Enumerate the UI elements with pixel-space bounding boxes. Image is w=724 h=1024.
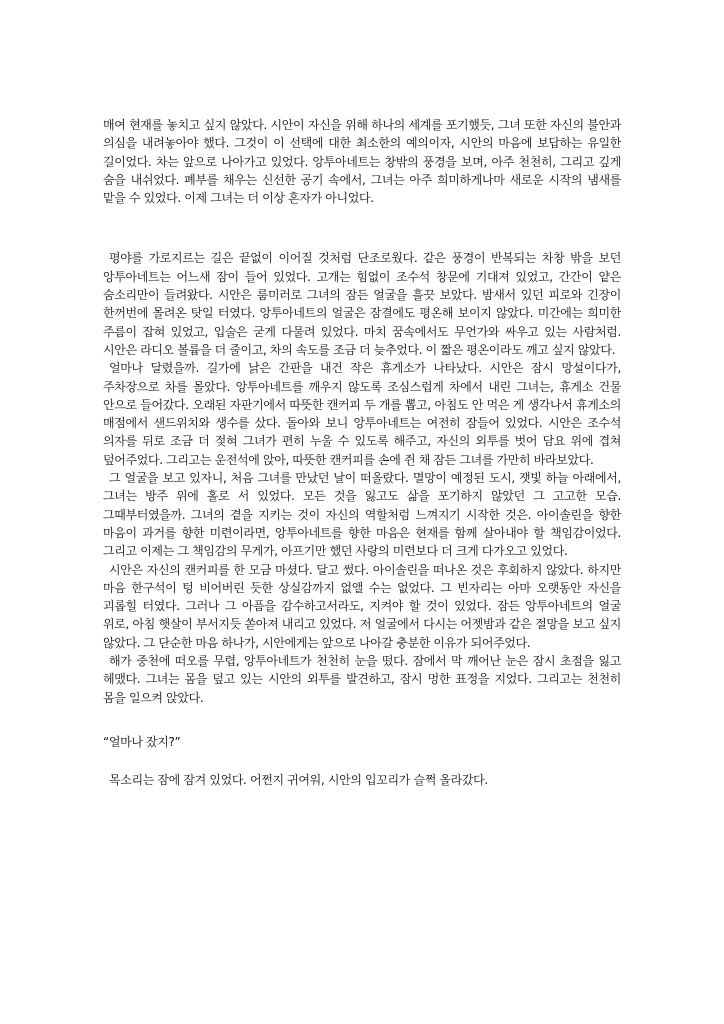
paragraph-4: 그 얼굴을 보고 있자니, 처음 그녀를 만났던 날이 떠올랐다. 멸망이 예정된 도시, 잿빛 하늘 아래에서, 그녀는 방주 위에 홀로 서 있었다. 모든 것을 잃고도 삶을 포기하지 않았던 그 고고한 모습. 그때부터였을까. 그녀의 곁을 지키는 것이 자신의 역할처럼 느껴지기 시작한 것은. 아이솔린을 향한 마음이 과거를 향한 미련이라면, 앙투아네트를 향한 마음은 현재를 함께 살아내야 할 책임감이었다. 그리고 이제는 그 책임감의 무게가, 아프기만 했던 사랑의 미련보다 더 크게 다가오고 있었다.: [103, 471, 621, 559]
paragraph-8: 목소리는 잠에 잠겨 있었다. 어쩐지 귀여워, 시안의 입꼬리가 슬쩍 올라갔다.: [109, 773, 488, 788]
dialogue-line: “얼마나 잤지?”: [103, 734, 181, 749]
document-page: [103, 116, 621, 790]
paragraph-2: 평야를 가로지르는 길은 끝없이 이어질 것처럼 단조로웠다. 같은 풍경이 반복되는 차창 밖을 보던 앙투아네트는 어느새 잠이 들어 있었다. 고개는 힘없이 조수석 창문에 기대져 있었고, 간간이 얕은 숨소리만이 들려왔다. 시안은 룸미러로 그녀의 잠든 얼굴을 흘끗 보았다. 밤새서 있던 피로와 긴장이 한꺼번에 몰려온 탓일 터였다. 앙투아네트의 얼굴은 잠결에도 평온해 보이지 않았다. 미간에는 희미한 주름이 잡혀 있었고, 입술은 굳게 다물려 있었다. 마치 꿈속에서도 무언가와 싸우고 있는 사람처럼. 시안은 라디오 볼륨을 더 줄이고, 차의 속도를 조금 더 늦추었다. 이 짧은 평온이라도 깨고 싶지 않았다.: [103, 251, 621, 357]
paragraph-5: 시안은 자신의 캔커피를 한 모금 마셨다. 달고 썼다. 아이솔린을 떠나온 것은 후회하지 않았다. 하지만 마음 한구석이 텅 비어버린 듯한 상실감까지 없앨 수는 없었다. 그 빈자리는 아마 오랫동안 자신을 괴롭힐 터였다. 그러나 그 아픔을 감수하고서라도, 지켜야 할 것이 있었다. 잠든 앙투아네트의 얼굴 위로, 아침 햇살이 부서지듯 쏟아져 내리고 있었다. 저 얼굴에서 다시는 어젯밤과 같은 절망을 보고 싶지 않았다. 그 단순한 마음 하나가, 시안에게는 앞으로 나아갈 충분한 이유가 되어주었다.: [103, 562, 621, 650]
paragraph-1: 매여 현재를 놓치고 싶지 않았다. 시안이 자신을 위해 하나의 세계를 포기했듯, 그녀 또한 자신의 불안과 의심을 내려놓아야 했다. 그것이 이 선택에 대한 최소한의 예의이자, 시안의 마음에 보답하는 유일한 길이었다. 차는 앞으로 나아가고 있었다. 앙투아네트는 창밖의 풍경을 보며, 아주 천천히, 그리고 깊게 숨을 내쉬었다. 폐부를 채우는 신선한 공기 속에서, 그녀는 아주 희미하게나마 새로운 시작의 냄새를 맡을 수 있었다. 이제 그녀는 더 이상 혼자가 아니었다.: [103, 118, 621, 206]
paragraph-6: 해가 중천에 떠오를 무렵, 앙투아네트가 천천히 눈을 떴다. 잠에서 막 깨어난 눈은 잠시 초점을 잃고 헤맸다. 그녀는 몸을 덮고 있는 시안의 외투를 발견하고, 잠시 멍한 표정을 지었다. 그리고는 천천히 몸을 일으켜 앉았다.: [103, 654, 621, 705]
paragraph-3: 얼마나 달렸을까. 길가에 낡은 간판을 내건 작은 휴게소가 나타났다. 시안은 잠시 망설이다가, 주차장으로 차를 몰았다. 앙투아네트를 깨우지 않도록 조심스럽게 차에서 내린 그녀는, 휴게소 건물 안으로 들어갔다. 오래된 자판기에서 따뜻한 캔커피 두 개를 뽑고, 아침도 안 먹은 게 생각나서 휴게소의 매점에서 샌드위치와 생수를 샀다. 돌아와 보니 앙투아네트는 여전히 잠들어 있었다. 시안은 조수석 의자를 뒤로 조금 더 젖혀 그녀가 편히 누울 수 있도록 해주고, 자신의 외투를 벗어 담요 위에 겹쳐 덮어주었다. 그리고는 운전석에 앉아, 따뜻한 캔커피를 손에 쥔 채 잠든 그녀를 가만히 바라보았다.: [103, 361, 621, 467]
